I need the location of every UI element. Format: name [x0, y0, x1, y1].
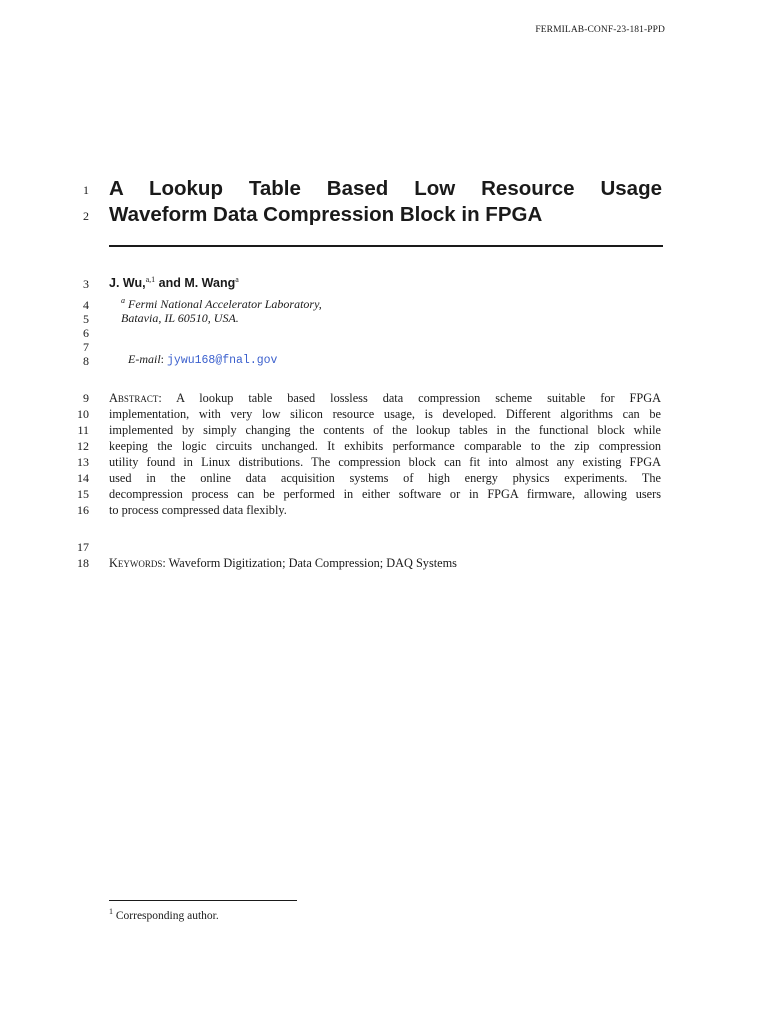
line-number: 3 — [83, 277, 89, 291]
abstract-heading: Abstract — [109, 391, 159, 405]
affiliation-line-1 — [121, 296, 322, 312]
abstract-text: A lookup table based lossless data compression scheme suitable for FPGA — [176, 391, 662, 405]
line-number: 10 — [77, 407, 89, 421]
author-affiliation-marker: a — [235, 275, 239, 284]
footnote-rule — [109, 900, 297, 901]
line-number: 6 — [83, 326, 89, 340]
abstract-line: implemented by simply changing the contents of the lookup tables in the functional block while — [109, 423, 661, 437]
line-number: 17 — [77, 540, 89, 554]
keywords-heading: Keywords — [109, 556, 163, 570]
line-number: 14 — [77, 471, 89, 485]
abstract-line: utility found in Linux distributions. The compression block can fit into almost any existing FPGA — [109, 455, 661, 469]
title-rule — [109, 245, 663, 247]
line-number: 12 — [77, 439, 89, 453]
line-number: 8 — [83, 354, 89, 368]
author-name: J. Wu, — [109, 276, 146, 291]
paper-title-line-2: Waveform Data Compression Block in FPGA — [109, 203, 543, 226]
line-number: 9 — [83, 391, 89, 405]
email-link[interactable]: jywu168@fnal.gov — [167, 354, 278, 367]
report-number: FERMILAB-CONF-23-181-PPD — [535, 25, 665, 35]
contact-email: E-mail: jywu168@fnal.gov — [128, 352, 278, 367]
line-number: 2 — [83, 209, 89, 223]
affiliation-line-2: Batavia, IL 60510, USA. — [121, 311, 239, 325]
author-affiliation-marker: a,1 — [145, 275, 156, 284]
author-list — [109, 275, 239, 290]
line-number: 13 — [77, 455, 89, 469]
line-number: 15 — [77, 487, 89, 501]
line-number: 1 — [83, 183, 89, 197]
footnote-text: Corresponding author. — [115, 909, 219, 922]
keywords: Keywords: Waveform Digitization; Data Compression; DAQ Systems — [109, 556, 457, 570]
abstract-line: decompression process can be performed in either software or in FPGA firmware, allowing users — [109, 487, 661, 501]
line-number: 4 — [83, 298, 89, 312]
line-number: 5 — [83, 312, 89, 326]
abstract-line: Abstract: A lookup table based lossless data compression scheme suitable for FPGA — [109, 391, 662, 405]
footnote — [109, 907, 219, 922]
keywords-text: Waveform Digitization; Data Compression; DAQ Systems — [168, 556, 457, 570]
footnote-marker: 1 — [109, 907, 113, 916]
affiliation-marker: a — [121, 296, 125, 305]
abstract-line: used in the online data acquisition systems of high energy physics experiments. The — [109, 471, 661, 485]
line-number: 16 — [77, 503, 89, 517]
line-number: 18 — [77, 556, 89, 570]
line-number: 11 — [77, 423, 89, 437]
email-label: E-mail — [128, 352, 161, 366]
affiliation-institution: Fermi National Accelerator Laboratory, — [128, 297, 322, 311]
paper-title-line-1: A Lookup Table Based Low Resource Usage — [109, 177, 662, 200]
line-number: 7 — [83, 340, 89, 354]
abstract-line: implementation, with very low silicon resource usage, is developed. Different algorithms can be — [109, 407, 661, 421]
abstract-line: to process compressed data flexibly. — [109, 503, 287, 517]
author-name: and M. Wang — [155, 276, 236, 291]
abstract-line: keeping the logic circuits unchanged. It exhibits performance comparable to the zip compression — [109, 439, 661, 453]
